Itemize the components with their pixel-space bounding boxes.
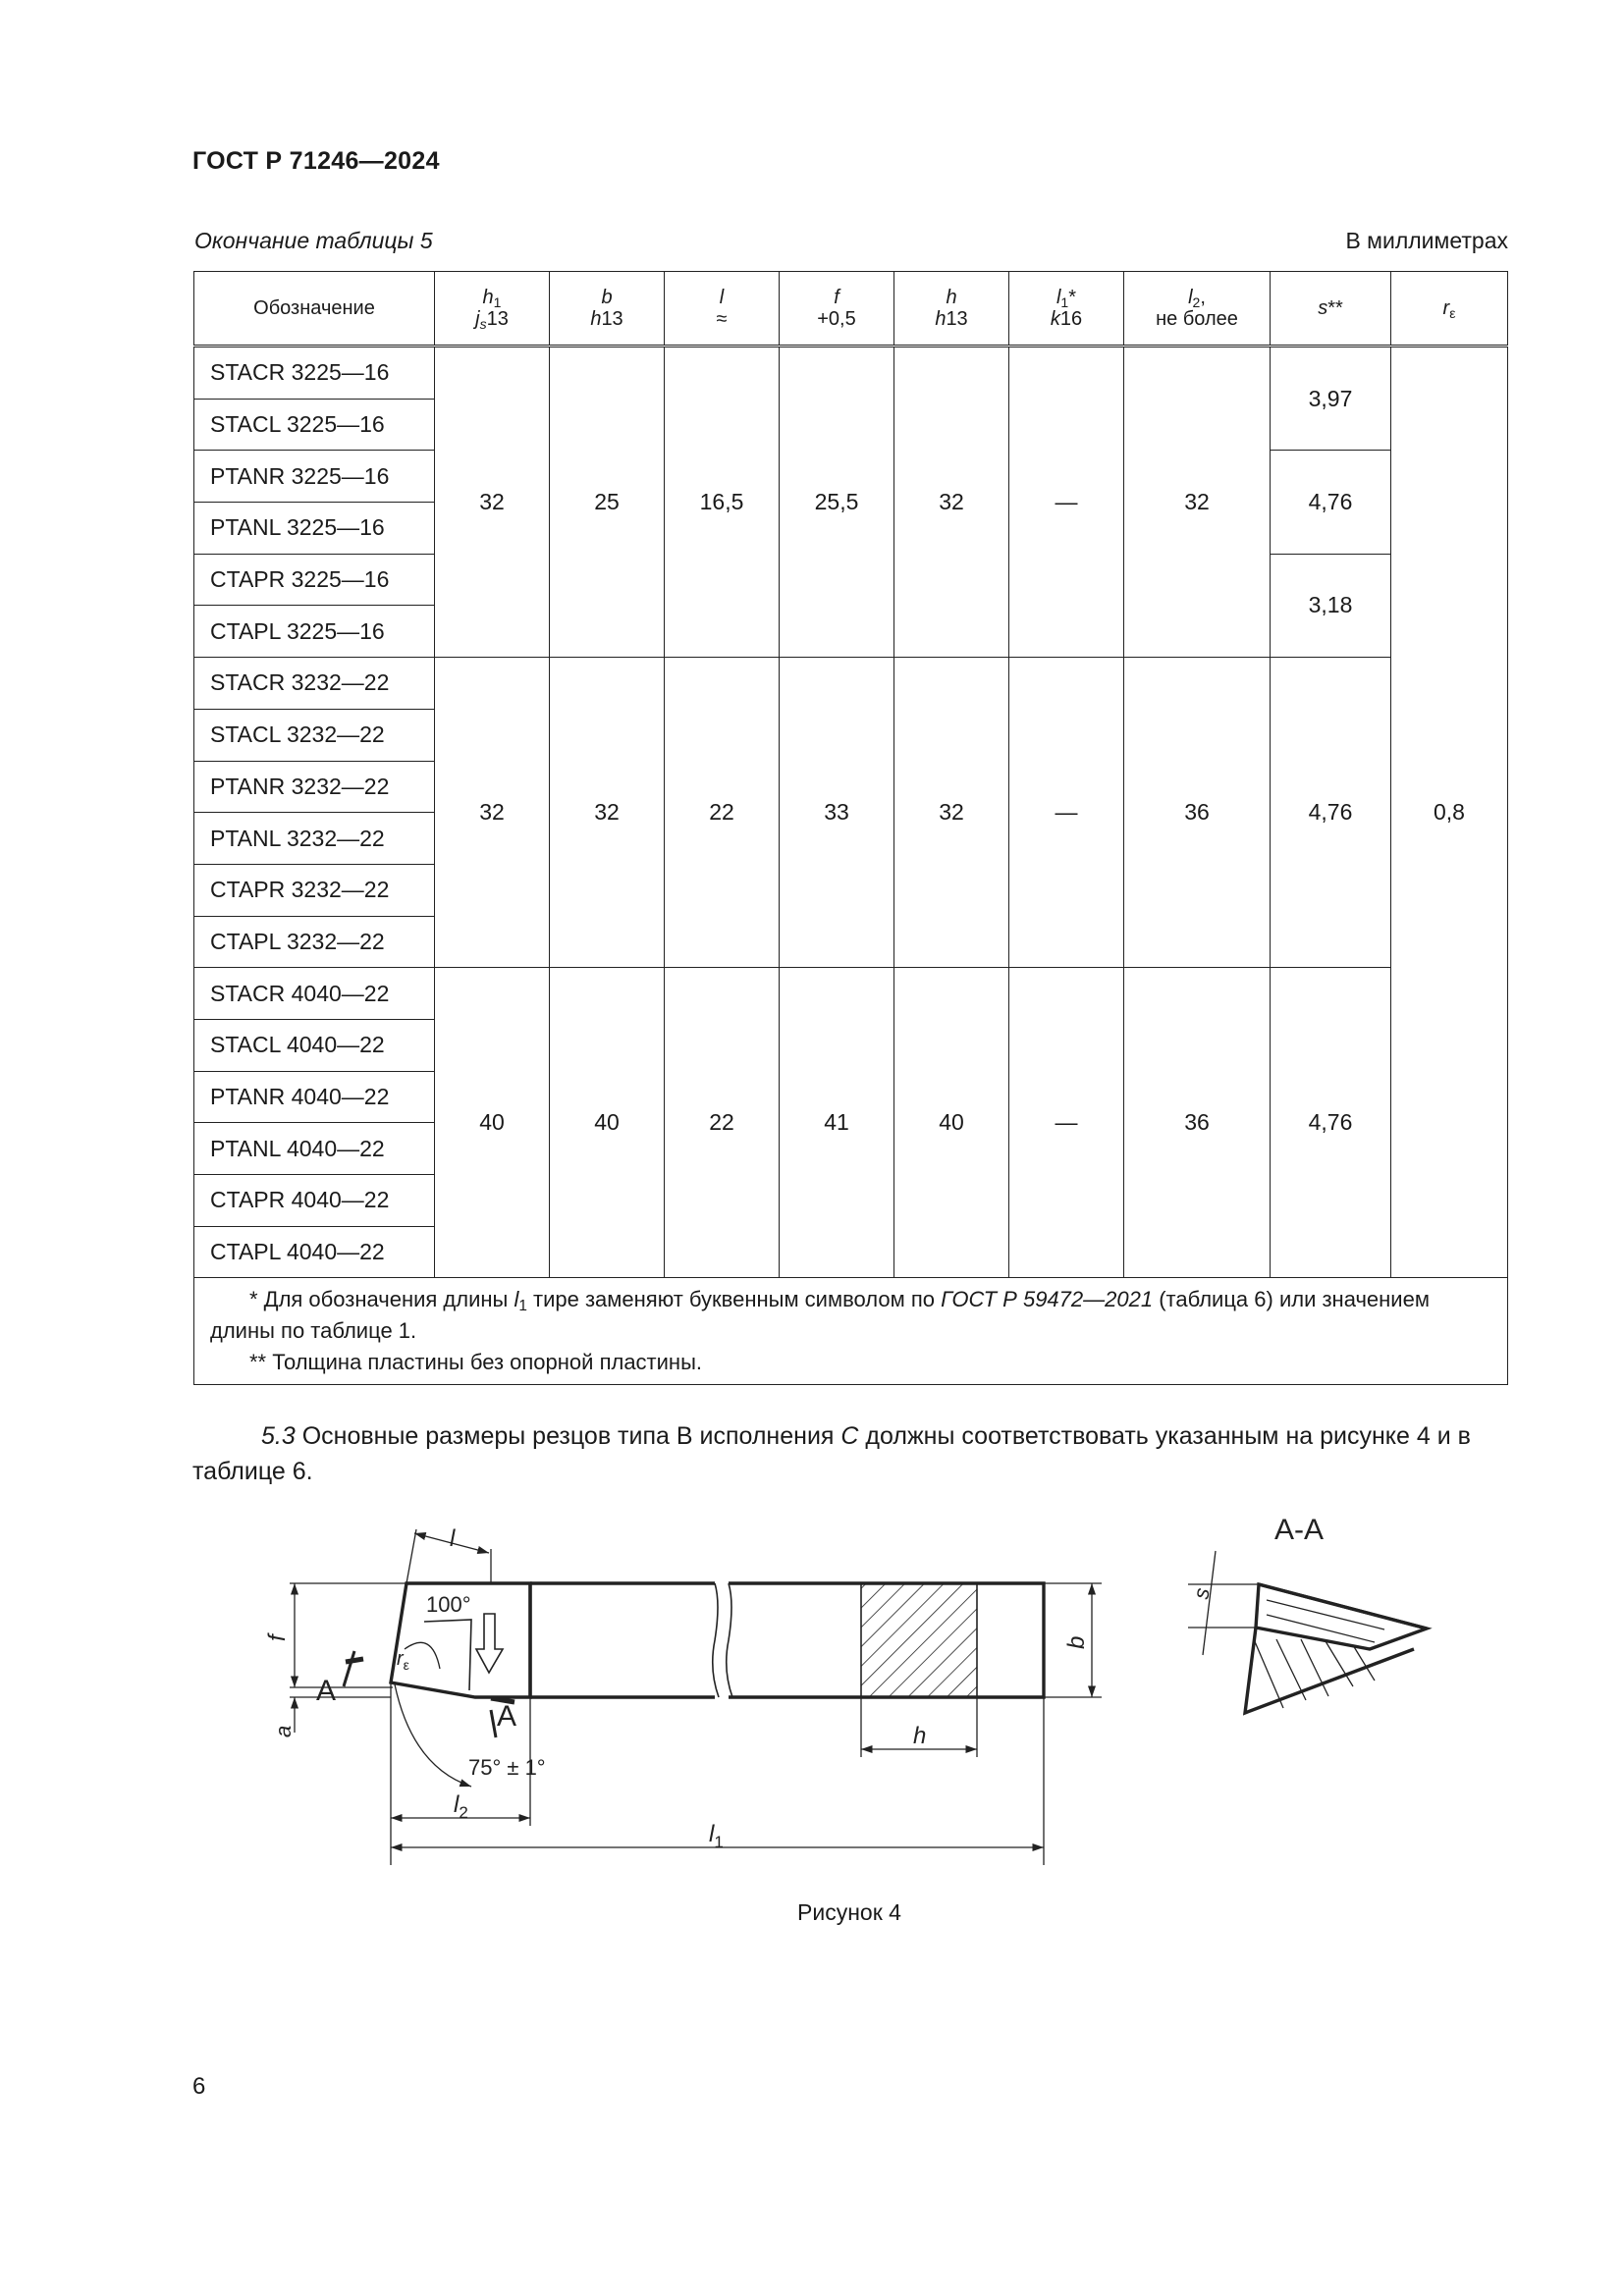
l2-cell: 36 [1124, 968, 1271, 1278]
table-units: В миллиметрах [1345, 228, 1508, 253]
designation-cell: PTANL 3232—22 [194, 813, 435, 865]
h-cell: 32 [894, 347, 1009, 658]
l1-cell: — [1009, 347, 1124, 658]
l-cell: 22 [665, 968, 780, 1278]
table-footnotes [194, 1278, 1508, 1385]
designation-cell: PTANR 3232—22 [194, 761, 435, 813]
designation-cell: STACL 3232—22 [194, 709, 435, 761]
header-l: l ≈ [665, 272, 780, 347]
l-cell: 16,5 [665, 347, 780, 658]
table-caption: Окончание таблицы 5 [194, 228, 433, 253]
paragraph-5-3: 5.3 Основные размеры резцов типа В исполнения С должны соответствовать указанным на рисунке 4 и в таблице 6. [192, 1422, 1471, 1485]
angle-75-label: 75° ± 1° [468, 1755, 546, 1780]
r-eps-cell: 0,8 [1391, 347, 1508, 1278]
header-b: b h13 [550, 272, 665, 347]
h1-cell: 32 [435, 347, 550, 658]
b-cell: 25 [550, 347, 665, 658]
l2-cell: 32 [1124, 347, 1271, 658]
angle-100-label: 100° [426, 1592, 471, 1617]
l2-cell: 36 [1124, 658, 1271, 968]
h1-cell: 40 [435, 968, 550, 1278]
designation-cell: STACL 3225—16 [194, 399, 435, 451]
f-cell: 25,5 [780, 347, 894, 658]
dim-b-label: b [1063, 1635, 1090, 1649]
designation-cell: PTANR 3225—16 [194, 451, 435, 503]
h1-cell: 32 [435, 658, 550, 968]
designation-cell: STACR 3225—16 [194, 347, 435, 400]
dim-s-label: s [1188, 1585, 1215, 1601]
l1-cell: — [1009, 658, 1124, 968]
figure-caption: Рисунок 4 [797, 1899, 901, 1925]
designation-cell: PTANL 3225—16 [194, 503, 435, 555]
designation-cell: PTANR 4040—22 [194, 1071, 435, 1123]
dim-l2-label: $l_2$ [454, 1791, 468, 1822]
section-insert [1256, 1584, 1427, 1649]
table-row [194, 658, 1508, 710]
designation-cell: CTAPR 3225—16 [194, 554, 435, 606]
s-cell: 3,97 [1271, 347, 1391, 451]
hatched-section [861, 1583, 977, 1697]
dim-l-label: l [450, 1525, 456, 1552]
b-cell: 40 [550, 968, 665, 1278]
dim-a-label: a [271, 1725, 296, 1737]
insert-outline [391, 1583, 530, 1697]
s-cell: 4,76 [1271, 968, 1391, 1278]
designation-cell: STACR 3232—22 [194, 658, 435, 710]
designation-cell: STACR 4040—22 [194, 968, 435, 1020]
shank-body [530, 1583, 1044, 1697]
footnote-2: ** Толщина пластины без опорной пластины. [249, 1350, 702, 1375]
dim-r-label: $r_\varepsilon$ [397, 1648, 409, 1673]
s-cell: 4,76 [1271, 658, 1391, 968]
cut-label-left: А [316, 1675, 337, 1707]
designation-cell: PTANL 4040—22 [194, 1123, 435, 1175]
dim-h-label: h [913, 1723, 927, 1749]
header-f: f +0,5 [780, 272, 894, 347]
header-l2: $l_2$, не более [1124, 272, 1271, 347]
b-cell: 32 [550, 658, 665, 968]
header-l1: $l_1*$ k16 [1009, 272, 1124, 347]
designation-cell: CTAPL 3232—22 [194, 916, 435, 968]
standard-header: ГОСТ Р 71246—2024 [192, 147, 440, 175]
paragraph-number: 5.3 [261, 1422, 296, 1450]
break-line [713, 1583, 732, 1697]
h-cell: 32 [894, 658, 1009, 968]
header-h1: $h_1$ $j_s13$ [435, 272, 550, 347]
designation-cell: CTAPR 3232—22 [194, 864, 435, 916]
l1-cell: — [1009, 968, 1124, 1278]
cut-label-right: А [497, 1700, 517, 1733]
s-cell: 3,18 [1271, 554, 1391, 657]
table-row [194, 347, 1508, 400]
section-label: А-А [1274, 1514, 1325, 1546]
footnote-1: * Для обозначения длины $l_1$ тире заменяют буквенным символом по ГОСТ Р 59472—2021 (таблица 6) или значением длины по таблице 1. [210, 1287, 1430, 1344]
page-number: 6 [192, 2073, 206, 2100]
dimensions-table [193, 271, 1508, 1385]
dim-f-label: f [264, 1634, 291, 1641]
header-h: h h13 [894, 272, 1009, 347]
designation-cell: CTAPR 4040—22 [194, 1175, 435, 1227]
header-r-eps: $r_\varepsilon$ [1391, 272, 1508, 347]
designation-cell: CTAPL 4040—22 [194, 1226, 435, 1278]
footnote-row [194, 1278, 1508, 1385]
s-cell: 4,76 [1271, 451, 1391, 554]
dim-l1-label: $l_1$ [709, 1821, 724, 1851]
l-cell: 22 [665, 658, 780, 968]
h-cell: 40 [894, 968, 1009, 1278]
designation-cell: CTAPL 3225—16 [194, 606, 435, 658]
f-cell: 33 [780, 658, 894, 968]
header-s: s** [1271, 272, 1391, 347]
table-header-row [194, 272, 1508, 347]
header-designation: Обозначение [194, 272, 435, 347]
f-cell: 41 [780, 968, 894, 1278]
designation-cell: STACL 4040—22 [194, 1019, 435, 1071]
table-row [194, 968, 1508, 1020]
